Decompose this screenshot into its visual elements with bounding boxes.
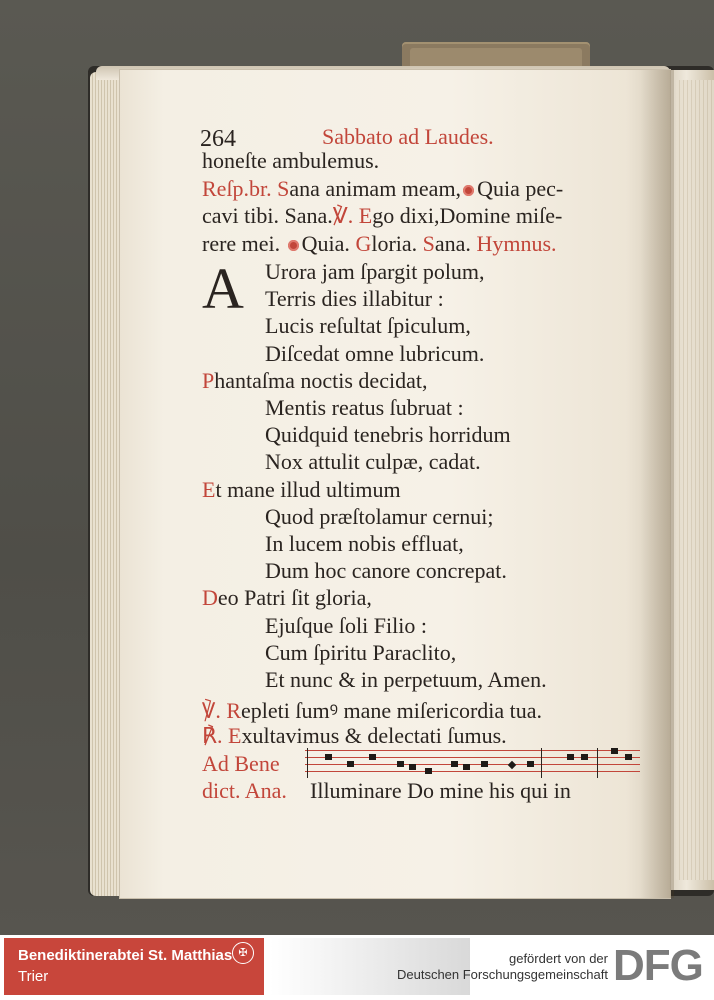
rubric-text: Reſp.br. S: [202, 176, 290, 201]
intro-line: [202, 231, 557, 257]
antiphon-words: Illuminare Do mine his qui in: [310, 778, 571, 803]
note: [397, 761, 404, 767]
dfg-logo[interactable]: DFG: [613, 941, 703, 990]
rubric-initial: E: [202, 477, 216, 502]
intro-line: [202, 176, 563, 202]
institution-logo-icon: ✠: [232, 942, 254, 964]
institution-city[interactable]: Trier: [18, 968, 49, 985]
versicle: [202, 695, 542, 725]
bar-line: [597, 748, 598, 778]
staff-line: [305, 771, 640, 772]
body-text: ana animam meam,: [289, 176, 462, 201]
rubric-text: ℣. E: [332, 203, 373, 228]
body-text: loria.: [371, 231, 423, 256]
body-text: Quia pec-: [477, 176, 564, 201]
note: [463, 764, 470, 770]
hymn-line: Et nunc & in perpetuum, Amen.: [265, 667, 547, 692]
hymn-line: [202, 585, 372, 611]
bar-line: [307, 748, 308, 778]
staff-line: [305, 757, 640, 758]
rosette-icon: [288, 240, 299, 251]
gutter-shadow: [640, 70, 674, 898]
hymn-line: Dum hoc canore concrepat.: [265, 558, 507, 583]
rubric-text: G: [355, 231, 372, 256]
hymn-line: [202, 368, 427, 394]
hymn-line: Lucis reſultat ſpiculum,: [265, 313, 471, 338]
rubric-text: S: [422, 231, 435, 256]
rubric-initial: P: [202, 368, 215, 393]
note: [508, 761, 516, 769]
hymn-line: Diſcedat omne lubricum.: [265, 341, 485, 366]
note: [625, 754, 632, 760]
hymn-line: Quod præſtolamur cernui;: [265, 504, 494, 529]
versicle-text: epleti ſumꝰ mane miſericordia tua.: [241, 698, 543, 723]
body-text: Quia.: [301, 231, 356, 256]
funding-line-2: Deutschen Forschungsgemeinschaft: [396, 967, 608, 982]
institution-name[interactable]: Benediktinerabtei St. Matthias: [18, 947, 233, 964]
body-text: go dixi,Domine miſe-: [372, 203, 563, 228]
bar-line: [541, 748, 542, 778]
body-text: eo Patri ſit gloria,: [217, 585, 372, 610]
page-number: 264: [200, 126, 236, 152]
note: [581, 754, 588, 760]
body-text: honeſte ambulemus.: [202, 148, 380, 173]
versicle-mark: ℣. R: [202, 698, 242, 723]
note: [481, 761, 488, 767]
body-text: Sana.: [284, 203, 333, 228]
note: [325, 754, 332, 760]
note: [369, 754, 376, 760]
hymn-line: Quidquid tenebris horridum: [265, 422, 511, 447]
hymn-line: Nox attulit culpæ, cadat.: [265, 449, 481, 474]
note: [425, 768, 432, 774]
funding-line-1: gefördert von der: [508, 951, 608, 966]
rubric-text: Hymnus.: [476, 231, 557, 256]
antiphon-label-2: dict. Ana.: [202, 778, 287, 803]
music-staff: [305, 746, 640, 780]
hymn-line: Urora jam ſpargit polum,: [265, 259, 485, 284]
running-head: Sabbato ad Laudes.: [322, 124, 494, 149]
staff-line: [305, 764, 640, 765]
rubric-initial: D: [202, 585, 218, 610]
intro-line: [202, 148, 379, 174]
note: [451, 761, 458, 767]
body-text: ana.: [434, 231, 477, 256]
note: [347, 761, 354, 767]
note: [527, 761, 534, 767]
hymn-line: [202, 477, 401, 503]
note: [567, 754, 574, 760]
staff-line: [305, 750, 640, 751]
body-text: cavi tibi.: [202, 203, 285, 228]
hymn-line: Cum ſpiritu Paraclito,: [265, 640, 457, 665]
antiphon-label-1: Ad Bene: [202, 751, 280, 776]
note: [611, 748, 618, 754]
response-text: xultavimus & delectati ſumus.: [241, 723, 507, 748]
hymn-line: Terris dies illabitur :: [265, 286, 444, 311]
intro-line: [202, 203, 562, 229]
response-mark: ℟. E: [202, 723, 242, 748]
hymn-line: Ejuſque ſoli Filio :: [265, 613, 427, 638]
body-text: rere mei.: [202, 231, 286, 256]
facing-page-leaves: [676, 80, 714, 880]
body-text: t mane illud ultimum: [215, 477, 401, 502]
hymn-line: Mentis reatus ſubruat :: [265, 395, 464, 420]
hymn-line: In lucem nobis effluat,: [265, 531, 464, 556]
note: [409, 764, 416, 770]
body-text: hantaſma noctis decidat,: [214, 368, 428, 393]
rosette-icon: [463, 185, 474, 196]
drop-cap: A: [202, 256, 244, 321]
